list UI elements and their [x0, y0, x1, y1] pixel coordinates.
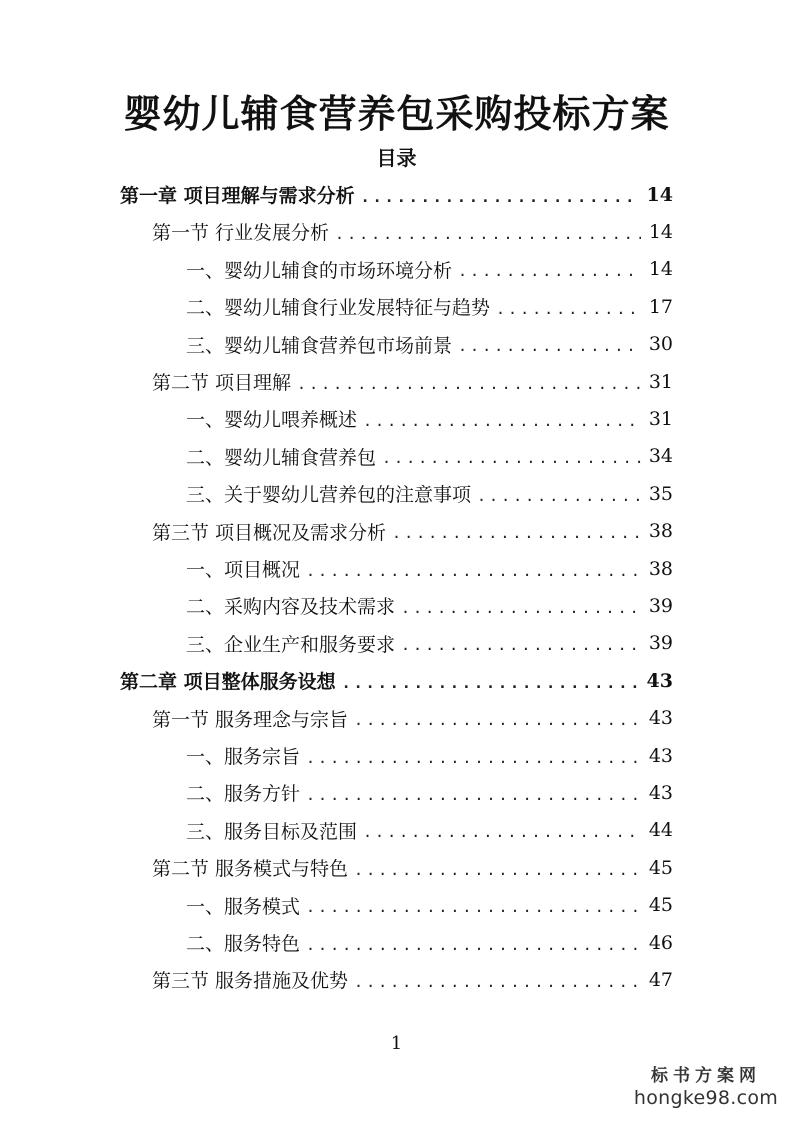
toc-entry[interactable]: [186, 625, 673, 662]
toc-entry-page: 39: [648, 632, 673, 655]
toc-leader-dots: [335, 225, 641, 243]
toc-entry-label: 第二节 项目理解: [152, 372, 292, 394]
toc-entry[interactable]: [186, 438, 673, 475]
toc-entry[interactable]: [120, 662, 673, 699]
toc-entry-page: 31: [648, 370, 673, 393]
toc-entry-page: 43: [648, 744, 673, 767]
toc-entry-page: 45: [648, 894, 673, 917]
toc-entry[interactable]: [186, 400, 673, 437]
toc-entry[interactable]: [120, 176, 673, 213]
toc-entry-label: 一、项目概况: [186, 559, 301, 581]
toc-entry-page: 43: [648, 707, 673, 730]
toc-entry[interactable]: [152, 961, 673, 998]
toc-entry-label: 三、企业生产和服务要求: [186, 633, 396, 656]
toc-entry[interactable]: [186, 326, 673, 363]
toc-leader-dots: [342, 674, 639, 692]
toc-entry-page: 44: [648, 819, 673, 842]
toc-entry-label: 一、婴幼儿喂养概述: [186, 409, 358, 432]
toc-leader-dots: [392, 524, 641, 542]
toc-entry-label: 第二章 项目整体服务设想: [120, 671, 336, 694]
toc-entry-page: 47: [648, 968, 673, 991]
toc-entry[interactable]: [186, 288, 673, 325]
toc-entry-label: 二、采购内容及技术需求: [186, 596, 396, 619]
toc-entry-page: 34: [648, 445, 673, 468]
toc-entry-page: 38: [648, 557, 673, 580]
toc-leader-dots: [306, 562, 641, 580]
toc-leader-dots: [401, 599, 641, 617]
toc-entry-label: 第一章 项目理解与需求分析: [120, 185, 355, 207]
toc-leader-dots: [306, 749, 641, 767]
toc-entry-label: 二、婴幼儿辅食行业发展特征与趋势: [186, 297, 491, 320]
toc-entry-label: 三、婴幼儿辅食营养包市场前景: [186, 334, 453, 357]
toc-entry-label: 第三节 项目概况及需求分析: [152, 521, 387, 544]
toc-leader-dots: [306, 786, 641, 804]
toc-entry[interactable]: [186, 812, 673, 849]
toc-entry[interactable]: [186, 475, 673, 512]
toc-leader-dots: [297, 375, 641, 393]
toc-leader-dots: [354, 861, 641, 879]
page-number: 1: [390, 1033, 403, 1054]
watermark-url: hongke98.com: [633, 1087, 779, 1109]
toc-entry-label: 第一节 行业发展分析: [152, 222, 330, 245]
toc-entry-label: 二、服务方针: [186, 783, 301, 806]
toc-leader-dots: [306, 898, 641, 916]
toc-entry[interactable]: [186, 251, 673, 288]
toc-entry-label: 第二节 服务模式与特色: [152, 858, 349, 881]
toc-entry[interactable]: [186, 550, 673, 587]
toc-leader-dots: [401, 636, 641, 654]
toc-leader-dots: [354, 711, 641, 729]
toc-leader-dots: [354, 973, 641, 991]
toc-entry[interactable]: [152, 513, 673, 550]
toc-entry-page: 35: [648, 482, 673, 505]
toc-leader-dots: [363, 412, 641, 430]
toc-entry-page: 14: [648, 220, 673, 243]
toc-entry[interactable]: [186, 924, 673, 961]
toc-leader-dots: [458, 262, 641, 280]
watermark-name: 标书方案网: [651, 1066, 761, 1086]
toc-entry-page: 43: [648, 781, 673, 804]
toc-entry-page: 43: [646, 669, 673, 692]
toc-leader-dots: [361, 188, 639, 206]
toc-entry-page: 14: [648, 258, 673, 281]
toc-entry-page: 17: [648, 295, 673, 318]
toc-entry-label: 三、关于婴幼儿营养包的注意事项: [186, 484, 472, 507]
toc-entry-label: 二、婴幼儿辅食营养包: [186, 446, 377, 469]
toc-entry-page: 39: [648, 594, 673, 617]
document-title: 婴幼儿辅食营养包采购投标方案: [123, 91, 670, 136]
toc-entry-label: 二、服务特色: [186, 933, 301, 955]
toc-entry-label: 一、婴幼儿辅食的市场环境分析: [186, 259, 453, 282]
toc-entry-page: 45: [648, 856, 673, 879]
toc-entry-page: 14: [646, 183, 673, 206]
toc-entry-label: 三、服务目标及范围: [186, 820, 358, 843]
toc-leader-dots: [458, 337, 641, 355]
toc-leader-dots: [477, 487, 641, 505]
toc-heading: 目录: [376, 146, 417, 170]
toc-entry-label: 第三节 服务措施及优势: [152, 970, 349, 993]
toc-entry[interactable]: [186, 737, 673, 774]
toc-entry-label: 一、服务模式: [186, 895, 301, 918]
toc-entry-page: 30: [648, 333, 673, 356]
toc-entry[interactable]: [186, 887, 673, 924]
toc-entry[interactable]: [152, 213, 673, 250]
site-watermark: [631, 1066, 781, 1110]
toc-leader-dots: [382, 449, 641, 467]
toc-entry-page: 31: [648, 407, 673, 430]
toc-entry-page: 38: [648, 520, 673, 543]
toc-leader-dots: [363, 823, 641, 841]
toc-entry[interactable]: [152, 700, 673, 737]
toc-leader-dots: [496, 300, 641, 318]
toc-leader-dots: [306, 936, 641, 954]
toc-entry[interactable]: [152, 363, 673, 400]
toc-entry[interactable]: [152, 849, 673, 886]
toc-entry[interactable]: [186, 587, 673, 624]
toc-entry-label: 一、服务宗旨: [186, 746, 301, 768]
toc-entry[interactable]: [186, 774, 673, 811]
toc-entry-label: 第一节 服务理念与宗旨: [152, 708, 349, 731]
toc-entry-page: 46: [648, 931, 673, 954]
